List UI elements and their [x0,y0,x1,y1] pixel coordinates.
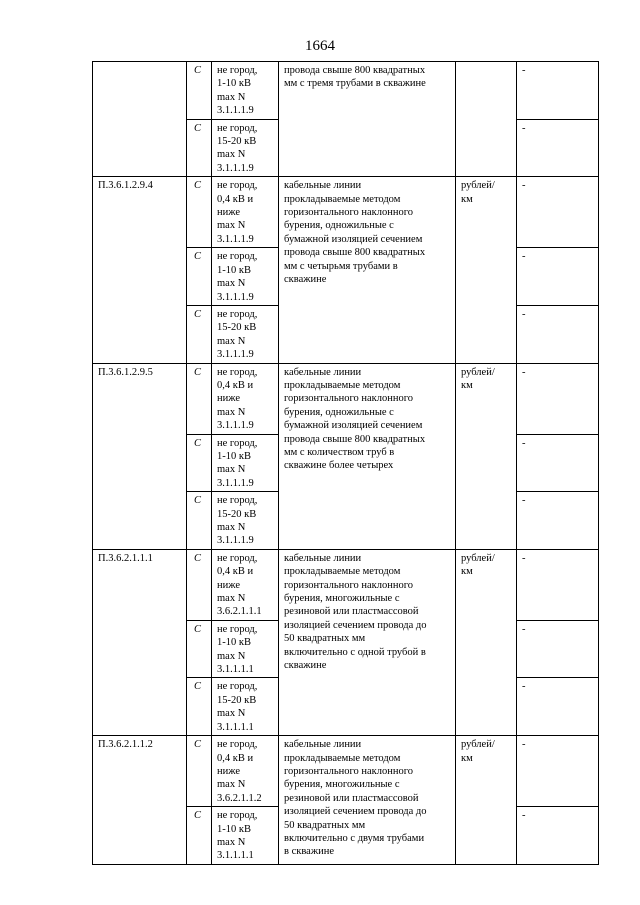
description-line: включительно с одной трубой в [284,646,426,658]
condition-line: 15-20 кВ [217,694,257,706]
item-code: П.3.6.2.1.1.1 [93,549,187,735]
condition-line: 15-20 кВ [217,136,257,148]
unit [456,62,517,177]
description-line: в скважине [284,846,334,858]
table-row [93,549,599,620]
condition-line: 3.6.2.1.1.1 [217,606,262,618]
condition-line: 0,4 кВ и [217,566,254,578]
sublabel: C [187,119,212,177]
condition-line: max N [217,593,246,605]
value: - [517,434,599,492]
condition-line: ниже [217,579,241,591]
condition-line: 3.1.1.1.9 [217,233,254,245]
description-line: провода свыше 800 квадратных [284,65,426,76]
description-line: бурения, многожильные с [284,779,400,791]
sublabel: C [187,620,212,678]
description-line: мм с тремя трубами в скважине [284,78,426,90]
sublabel: C [187,177,212,248]
sublabel: C [187,807,212,865]
condition-line: 1-10 кВ [217,637,251,649]
condition [212,434,279,492]
condition-line: не город, [217,122,258,134]
page-number: 1664 [305,38,335,54]
condition [212,363,279,434]
condition-line: max N [217,650,246,662]
condition-line: 15-20 кВ [217,322,257,334]
condition-line: max N [217,464,246,476]
condition-line: не город, [217,552,258,564]
condition-line: 3.1.1.1.9 [217,349,254,361]
condition-line: max N [217,522,246,533]
condition-line: 3.1.1.1.9 [217,535,254,547]
description [279,736,456,865]
table-row [93,363,599,434]
condition-line: 3.1.1.1.1 [217,850,254,862]
description [279,62,456,177]
description-line: скважине [284,274,327,286]
description-line: скважине более четырех [284,460,394,472]
item-code [93,62,187,177]
unit-line: рублей/ [461,180,495,192]
condition-line: 3.1.1.1.9 [217,291,254,303]
condition-line: 0,4 кВ и [217,379,254,391]
description-line: мм с четырьмя трубами в [284,260,398,272]
unit-line: рублей/ [461,366,495,378]
condition [212,549,279,620]
condition-line: 3.1.1.1.9 [217,477,254,489]
value: - [517,492,599,550]
condition-line: не город, [217,65,258,76]
unit [456,363,517,549]
value: - [517,177,599,248]
condition [212,807,279,865]
sublabel: C [187,363,212,434]
condition-line: не город, [217,251,258,263]
unit-line: км [461,379,473,391]
condition-line: 3.1.1.1.1 [217,721,254,733]
condition-line: не город, [217,366,258,378]
condition [212,119,279,177]
description-line: бумажной изоляцией сечением [284,233,423,245]
condition-line: 1-10 кВ [217,450,251,462]
value: - [517,119,599,177]
condition-line: не город, [217,180,258,192]
condition-line: 3.1.1.1.9 [217,420,254,432]
description-line: горизонтального наклонного [284,579,414,591]
description-line: горизонтального наклонного [284,765,414,777]
condition-line: 3.1.1.1.9 [217,162,254,174]
condition-line: max N [217,406,246,418]
description-line: изоляцией сечением провода до [284,619,427,631]
condition-line: max N [217,278,246,290]
description-line: горизонтального наклонного [284,207,414,219]
condition-line: max N [217,91,246,103]
condition-line: 3.6.2.1.1.2 [217,792,262,804]
description-line: бумажной изоляцией сечением [284,420,423,432]
description-line: изоляцией сечением провода до [284,806,427,818]
unit [456,549,517,735]
condition-line: не город, [217,437,258,449]
condition-line: не город, [217,681,258,693]
description-line: включительно с двумя трубами [284,832,425,844]
item-code: П.3.6.1.2.9.4 [93,177,187,363]
condition [212,177,279,248]
description-line: кабельные линии [284,180,362,192]
condition [212,736,279,807]
table-row [93,62,599,120]
condition [212,62,279,120]
description-line: кабельные линии [284,739,362,751]
item-code: П.3.6.1.2.9.5 [93,363,187,549]
value: - [517,620,599,678]
unit-line: км [461,193,473,205]
description-line: провода свыше 800 квадратных [284,247,426,259]
value: - [517,736,599,807]
description-line: 50 квадратных мм [284,819,366,831]
condition-line: не город, [217,810,258,822]
condition-line: max N [217,335,246,347]
sublabel: C [187,305,212,363]
condition-line: max N [217,836,246,848]
description-line: прокладываемые методом [284,566,401,578]
description [279,363,456,549]
value: - [517,363,599,434]
condition [212,492,279,550]
tariff-table [92,61,599,865]
sublabel: C [187,678,212,736]
description-line: бурения, одножильные с [284,220,394,232]
description-line: резиновой или пластмассовой [284,792,419,804]
condition-line: max N [217,220,246,232]
description-line: 50 квадратных мм [284,633,366,645]
condition-line: 1-10 кВ [217,264,251,276]
description-line: прокладываемые методом [284,752,401,764]
condition [212,678,279,736]
table-row [93,736,599,807]
value: - [517,248,599,306]
condition-line: 3.1.1.1.1 [217,664,254,676]
description-line: прокладываемые методом [284,379,401,391]
condition-line: 0,4 кВ и [217,752,254,764]
value: - [517,62,599,120]
description-line: провода свыше 800 квадратных [284,433,426,445]
item-code: П.3.6.2.1.1.2 [93,736,187,865]
sublabel: C [187,492,212,550]
unit-line: рублей/ [461,739,495,751]
condition-line: ниже [217,207,241,219]
condition-line: не город, [217,495,258,507]
condition-line: не город, [217,739,258,751]
sublabel: C [187,434,212,492]
description-line: бурения, многожильные с [284,593,400,605]
condition-line: ниже [217,393,241,405]
description-line: кабельные линии [284,366,362,378]
value: - [517,549,599,620]
unit-line: рублей/ [461,552,495,564]
unit-line: км [461,566,473,578]
condition-line: max N [217,779,246,791]
condition-line: max N [217,708,246,720]
value: - [517,807,599,865]
condition [212,620,279,678]
description-line: мм с количеством труб в [284,446,395,458]
unit [456,177,517,363]
sublabel: C [187,549,212,620]
description-line: кабельные линии [284,552,362,564]
description-line: бурения, одножильные с [284,406,394,418]
condition [212,305,279,363]
condition-line: 1-10 кВ [217,823,251,835]
condition-line: 15-20 кВ [217,508,257,520]
unit [456,736,517,865]
condition-line: не город, [217,623,258,635]
description [279,549,456,735]
description-line: резиновой или пластмассовой [284,606,419,618]
condition-line: max N [217,149,246,161]
description-line: горизонтального наклонного [284,393,414,405]
condition-line: ниже [217,765,241,777]
sublabel: C [187,248,212,306]
condition-line: 1-10 кВ [217,78,251,90]
condition-line: 3.1.1.1.9 [217,105,254,117]
condition [212,248,279,306]
condition-line: не город, [217,308,258,320]
unit-line: км [461,752,473,764]
value: - [517,305,599,363]
value: - [517,678,599,736]
description [279,177,456,363]
table-row [93,177,599,248]
description-line: скважине [284,660,327,672]
description-line: прокладываемые методом [284,193,401,205]
condition-line: 0,4 кВ и [217,193,254,205]
sublabel: C [187,62,212,120]
sublabel: C [187,736,212,807]
